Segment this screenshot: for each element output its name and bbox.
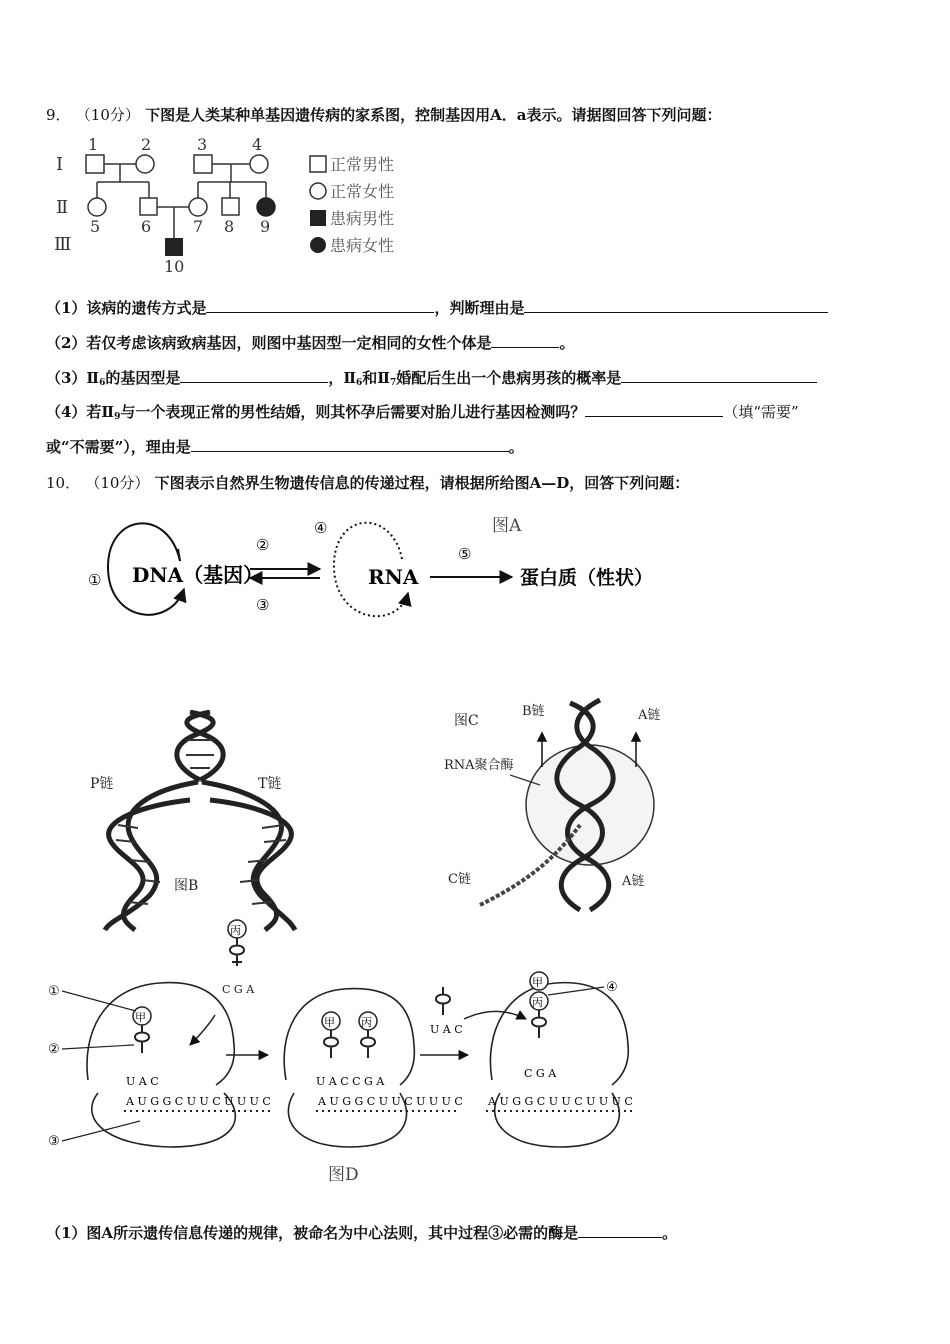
q10-sub1-text-a: （1）图A所示遗传信息传递的规律，被命名为中心法则，其中过程③必需的酶是	[46, 1224, 579, 1242]
q9-sub2	[46, 332, 574, 353]
q9-sub3-text-c: ，Ⅱ	[328, 369, 357, 387]
figure-d-free-trna-1	[222, 920, 255, 996]
q9-sub1	[46, 297, 828, 318]
q9-stem-line	[46, 104, 721, 125]
q9-sub3-text-d: 和Ⅱ	[362, 369, 390, 387]
pedigree-individual-2	[136, 155, 154, 173]
figure-d-caption: 图D	[328, 1165, 359, 1185]
pedigree-individual-1	[86, 155, 104, 173]
figure-d-jia-2: 甲	[324, 1016, 335, 1029]
q9-sub3-subscript-6b: 6	[356, 378, 363, 388]
q10-number: 10．	[46, 474, 81, 492]
figure-b-p-strand: P链	[90, 776, 114, 792]
pedigree-individual-4	[250, 155, 268, 173]
pedigree-individual-8	[222, 198, 239, 215]
pedigree-chart	[50, 130, 430, 280]
q9-sub1-text-a: （1）该病的遗传方式是	[46, 299, 207, 317]
legend-normal-male: 正常男性	[330, 155, 395, 174]
figure-b-top-strand-1	[177, 712, 213, 780]
q10-stem-line	[46, 472, 689, 493]
figure-a-label-5: ⑤	[458, 545, 472, 563]
pedigree-label-5: 5	[90, 217, 101, 236]
figure-d-codon-cga-free: C G A	[222, 983, 255, 996]
figure-d-label-4: ④	[606, 980, 618, 995]
q9-sub4-text-e: 。	[508, 438, 524, 456]
q10-stem: 下图表示自然界生物遗传信息的传递过程，请根据所给图A—D，回答下列问题：	[154, 474, 690, 492]
figure-d-anticodon-uac-1: U A C	[126, 1075, 159, 1088]
q9-sub4-cont	[46, 436, 524, 457]
q9-sub1-text-b: ，判断理由是	[434, 299, 525, 317]
figure-d-label-2: ②	[48, 1042, 60, 1057]
q9-sub3	[46, 367, 817, 388]
legend-normal-male-icon	[310, 156, 326, 172]
q9-sub4-text-b: 与一个表现正常的男性结婚，则其怀孕后需要对胎儿进行基因检测吗？	[120, 403, 586, 421]
figure-c-a-strand-top: A链	[638, 708, 661, 723]
figure-a-protein: 蛋白质（性状）	[520, 567, 654, 589]
figure-a-dna: DNA（基因）	[132, 563, 264, 587]
figure-d-codon-uac-free: U A C	[430, 1023, 463, 1036]
figure-d-jia-1: 甲	[135, 1011, 146, 1024]
q9-sub1-blank-1[interactable]	[206, 298, 434, 313]
figure-d-bing-3: 丙	[532, 996, 543, 1009]
pedigree-individual-3	[194, 155, 212, 173]
pedigree-label-1: 1	[88, 135, 99, 154]
figure-a	[80, 505, 700, 640]
q9-sub4-subscript-9: 9	[114, 412, 121, 422]
legend-normal-female-icon	[310, 183, 326, 199]
q9-stem: 下图是人类某种单基因遗传病的家系图，控制基因用A．a表示。请据图回答下列问题：	[145, 106, 722, 124]
q9-sub2-text-a: （2）若仅考虑该病致病基因，则图中基因型一定相同的女性个体是	[46, 334, 492, 352]
pedigree-label-9: 9	[260, 217, 271, 236]
figure-b-top-strand-2	[187, 712, 223, 780]
q10-score: （10分）	[85, 474, 150, 492]
figure-a-label-1: ①	[88, 571, 102, 589]
figure-d-label-1: ①	[48, 984, 60, 999]
pedigree-individual-5	[88, 198, 106, 216]
figure-d-bing-2: 丙	[361, 1016, 372, 1029]
pedigree-individual-6	[140, 198, 157, 215]
figure-d-jia-3: 甲	[532, 976, 543, 989]
pedigree-label-6: 6	[141, 217, 152, 236]
q9-sub3-blank-2[interactable]	[621, 368, 817, 383]
q9-sub3-blank-1[interactable]	[180, 368, 328, 383]
figure-a-caption: 图A	[492, 516, 522, 536]
legend-affected-female-icon	[310, 237, 326, 253]
q9-sub4-blank-2[interactable]	[191, 437, 509, 452]
figure-d-ribosome-2	[284, 989, 414, 1147]
q9-sub3-text-e: 婚配后生出一个患病男孩的概率是	[396, 369, 622, 387]
q9-sub4-blank-1[interactable]	[585, 402, 723, 417]
pedigree-label-10: 10	[164, 257, 185, 276]
q10-sub1	[46, 1222, 677, 1243]
pedigree-individual-7	[189, 198, 207, 216]
figure-d-free-trna-2	[430, 987, 463, 1036]
figure-c	[440, 695, 680, 925]
figure-a-label-4: ④	[314, 519, 328, 537]
figure-d-mrna-1: A U G G C U U C U U U C	[126, 1095, 271, 1108]
q9-sub4	[46, 401, 799, 422]
figure-d-anticodon-pair: U A C C G A	[316, 1075, 385, 1088]
figure-b-left-strand-1	[105, 782, 198, 930]
figure-c-a-strand-bottom: A链	[622, 874, 645, 889]
q10-sub1-text-b: 。	[662, 1224, 678, 1242]
figure-c-caption: 图C	[454, 713, 479, 729]
figure-d-mrna-2: A U G G C U U C U U U C	[318, 1095, 463, 1108]
figure-d-ribosome-3	[490, 983, 628, 1147]
q9-sub3-subscript-6a: 6	[99, 378, 106, 388]
figure-d-label-3: ③	[48, 1134, 60, 1149]
q9-sub3-text-a: （3）Ⅱ	[46, 369, 100, 387]
pedigree-individual-10	[165, 238, 183, 256]
figure-d	[40, 915, 660, 1190]
figure-b-t-strand: T链	[258, 776, 282, 792]
q9-sub4-text-c: （填“需要”	[723, 403, 799, 421]
pedigree-individual-9	[257, 198, 275, 216]
figure-a-rna: RNA	[368, 565, 419, 589]
q9-sub4-text-a: （4）若Ⅱ	[46, 403, 115, 421]
q9-number: 9．	[46, 106, 71, 124]
legend-normal-female: 正常女性	[330, 182, 395, 201]
pedigree-gen-1: Ⅰ	[56, 154, 64, 175]
figure-b-right-strand-1	[202, 782, 295, 930]
q9-sub2-blank[interactable]	[491, 333, 559, 348]
figure-a-label-2: ②	[256, 536, 270, 554]
pedigree-label-2: 2	[141, 135, 152, 154]
legend-affected-female: 患病女性	[330, 236, 395, 255]
figure-d-ribosome-1	[87, 983, 235, 1147]
q9-sub3-subscript-7: 7	[389, 378, 397, 388]
q9-sub3-text-b: 的基因型是	[105, 369, 181, 387]
pedigree-label-7: 7	[193, 217, 204, 236]
pedigree-label-3: 3	[197, 135, 208, 154]
pedigree-label-4: 4	[252, 135, 263, 154]
figure-d-mrna-3: A U G G C U U C U U U C	[488, 1095, 633, 1108]
figure-b	[90, 710, 310, 935]
legend-affected-male: 患病男性	[330, 209, 395, 228]
q9-sub2-text-b: 。	[559, 334, 575, 352]
figure-d-anticodon-cga: C G A	[524, 1067, 557, 1080]
pedigree-label-8: 8	[224, 217, 235, 236]
pedigree-gen-2: Ⅱ	[56, 197, 69, 218]
figure-c-enzyme: RNA聚合酶	[444, 758, 514, 773]
q9-sub4-text-d: 或“不需要”），理由是	[46, 438, 191, 456]
figure-b-caption: 图B	[174, 878, 199, 894]
q9-sub1-blank-2[interactable]	[524, 298, 828, 313]
figure-d-bing-1: 丙	[230, 924, 241, 937]
pedigree-gen-3: Ⅲ	[54, 234, 72, 255]
q9-score: （10分）	[75, 106, 140, 124]
figure-c-c-strand: C链	[448, 872, 471, 887]
q10-sub1-blank[interactable]	[578, 1223, 662, 1238]
figure-c-b-strand: B链	[522, 704, 545, 719]
figure-a-label-3: ③	[256, 596, 270, 614]
legend-affected-male-icon	[310, 210, 326, 226]
